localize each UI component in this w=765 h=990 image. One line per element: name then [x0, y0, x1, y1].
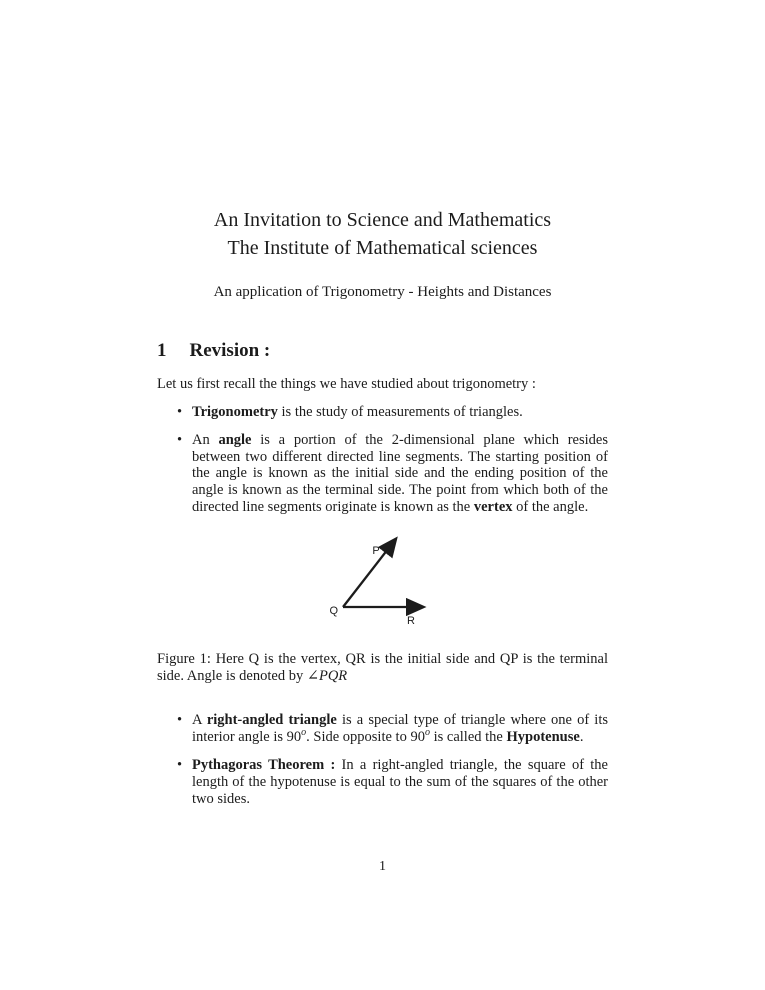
document-subtitle: An application of Trigonometry - Heights and Distances [213, 284, 552, 300]
section-title: Revision : [189, 340, 271, 361]
vertex-label-q: Q [328, 605, 338, 618]
bullet-list-top [157, 404, 608, 516]
bullet-item: • Pythagoras Theorem : In a right-angled triangle, the square of the length of the hypotenuse is equal to the sum of the squares of the other two sides. [192, 757, 608, 807]
document-title [157, 0, 608, 262]
document-content [157, 0, 608, 807]
figure-caption: Figure 1: Here Q is the vertex, QR is the initial side and QP is the terminal side. Angle is denoted by ∠PQR [157, 651, 608, 685]
angle-diagram-svg [308, 523, 458, 635]
initial-label-r: R [406, 615, 415, 628]
document-title-line1: An Invitation to Science and Mathematics [213, 209, 552, 231]
section-number: 1 [157, 340, 167, 361]
section-heading [157, 339, 608, 363]
page-number: 1 [379, 859, 386, 874]
terminal-side-ray [343, 540, 395, 607]
bullet-list-bottom [157, 712, 608, 807]
figure-angle-diagram [157, 523, 608, 640]
bullet-item: • Trigonometry is the study of measurements of triangles. [192, 404, 608, 421]
bullet-item: • An angle is a portion of the 2-dimensional plane which resides between two different directed line segments. The starting position of the angle is known as the initial side and the ending position of the angle is known as the terminal side. The point from which both of the directed line segments originate is known as the vertex of the angle. [192, 432, 608, 515]
bullet-item: • A right-angled triangle is a special type of triangle where one of its interior angle is 90$^o$. Side opposite to 90$^o$ is called the Hypotenuse. [192, 712, 608, 745]
intro-paragraph: Let us first recall the things we have studied about trigonometry : [157, 376, 536, 392]
document-title-line2: The Institute of Mathematical sciences [227, 237, 538, 259]
terminal-label-p: P [371, 545, 380, 558]
